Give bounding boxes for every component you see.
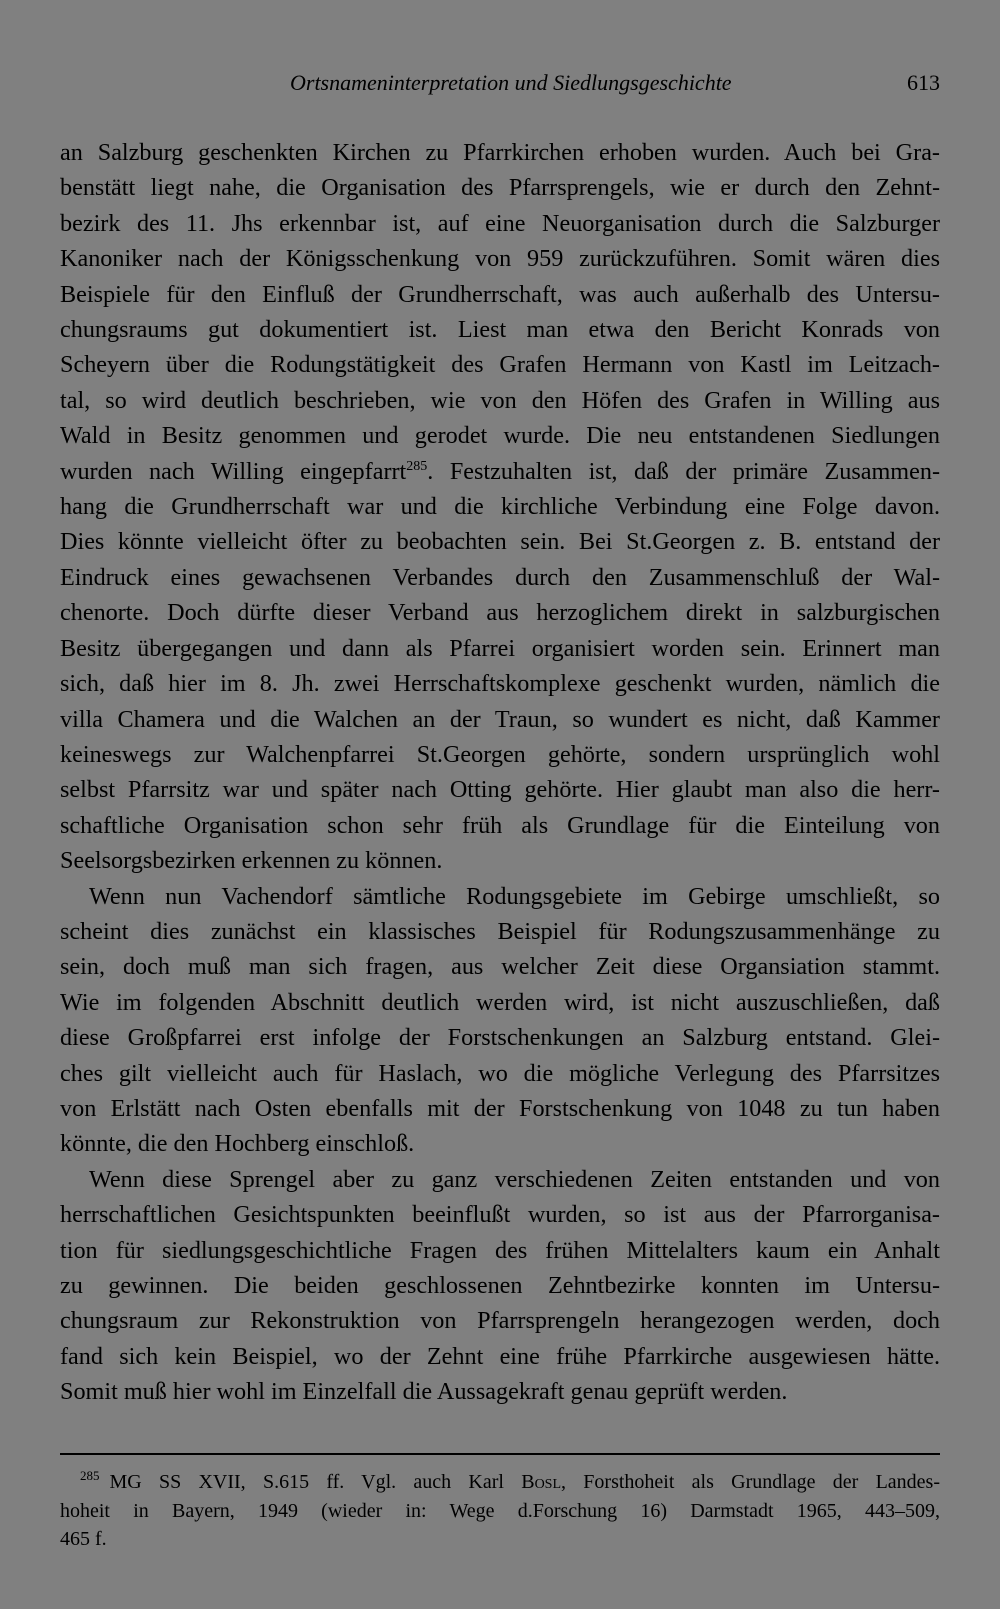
text-line: von Erlstätt nach Osten ebenfalls mit der Forstschenkung von 1048 zu tun haben	[60, 1094, 940, 1122]
text-segment: wurden nach Willing eingepfarrt	[60, 457, 407, 485]
text-line: hang die Grundherrschaft war und die kirchliche Verbindung eine Folge davon.	[60, 493, 940, 521]
text-line: Dies könnte vielleicht öfter zu beobachten sein. Bei St.Georgen z. B. entstand der	[60, 528, 940, 556]
text-line: Seelsorgsbezirken erkennen zu können.	[60, 847, 443, 875]
text-segment: . Festzuhalten ist, daß der primäre Zusammen-	[427, 457, 940, 485]
text-line: scheint dies zunächst ein klassisches Beispiel für Rodungszusammenhänge zu	[60, 917, 940, 945]
author-name: Bosl	[521, 1471, 562, 1493]
footnote-line: hoheit in Bayern, 1949 (wieder in: Wege d.Forschung 16) Darmstadt 1965, 443–509,	[60, 1499, 940, 1522]
text-line: chungsraums gut dokumentiert ist. Liest man etwa den Bericht Konrads von	[60, 316, 940, 344]
text-line: tion für siedlungsgeschichtliche Fragen des frühen Mittelalters kaum ein Anhalt	[60, 1236, 940, 1264]
text-line: diese Großpfarrei erst infolge der Forstschenkungen an Salzburg entstand. Glei-	[60, 1024, 940, 1052]
text-line: chenorte. Doch dürfte dieser Verband aus herzoglichem direkt in salzburgischen	[60, 599, 940, 627]
text-line: an Salzburg geschenkten Kirchen zu Pfarrkirchen erhoben wurden. Auch bei Gra-	[60, 139, 940, 166]
text-line: sein, doch muß man sich fragen, aus welcher Zeit diese Organsiation stammt.	[60, 953, 940, 981]
text-line: Somit muß hier wohl im Einzelfall die Aussagekraft genau geprüft werden.	[60, 1378, 788, 1406]
text-line: fand sich kein Beispiel, wo der Zehnt eine frühe Pfarrkirche ausgewiesen hätte.	[60, 1342, 940, 1370]
running-title: Ortsnameninterpretation und Siedlungsgeschichte	[290, 70, 732, 95]
text-line: selbst Pfarrsitz war und später nach Otting gehörte. Hier glaubt man also die herr-	[60, 776, 940, 804]
text-segment: , Forsthoheit als Grundlage der Landes-	[561, 1471, 940, 1493]
footnote-number: 285	[80, 1468, 100, 1484]
text-line: chungsraum zur Rekonstruktion von Pfarrsprengeln herangezogen werden, doch	[60, 1307, 940, 1335]
page-header	[60, 70, 940, 106]
text-line: tal, so wird deutlich beschrieben, wie von den Höfen des Grafen in Willing aus	[60, 386, 940, 414]
text-line: Wenn diese Sprengel aber zu ganz verschiedenen Zeiten entstanden und von	[89, 1165, 940, 1193]
footnote-separator	[60, 1453, 940, 1455]
footnote-line: 465 f.	[60, 1528, 107, 1550]
text-segment: MG SS XVII, S.615 ff. Vgl. auch Karl	[109, 1471, 522, 1493]
text-line: Wald in Besitz genommen und gerodet wurde. Die neu entstandenen Siedlungen	[60, 422, 940, 450]
body-text	[60, 135, 940, 1410]
text-line: Beispiele für den Einfluß der Grundherrschaft, was auch außerhalb des Untersu-	[60, 280, 940, 308]
text-line: Eindruck eines gewachsenen Verbandes durch den Zusammenschluß der Wal-	[60, 563, 940, 591]
text-line-with-footnote	[60, 454, 940, 489]
paragraph-2	[60, 879, 940, 1162]
footnote-reference[interactable]: 285	[406, 458, 428, 474]
paragraph-3	[60, 1162, 940, 1410]
text-line: villa Chamera und die Walchen an der Traun, so wundert es nicht, daß Kammer	[60, 705, 940, 733]
text-line: keineswegs zur Walchenpfarrei St.Georgen gehörte, sondern ursprünglich wohl	[60, 740, 940, 768]
footnote-line	[60, 1468, 940, 1497]
text-line: Wenn nun Vachendorf sämtliche Rodungsgebiete im Gebirge umschließt, so	[89, 882, 940, 910]
text-line: bezirk des 11. Jhs erkennbar ist, auf eine Neuorganisation durch die Salzburger	[60, 209, 940, 237]
text-line: Besitz übergegangen und dann als Pfarrei organisiert worden sein. Erinnert man	[60, 634, 940, 662]
text-line: Scheyern über die Rodungstätigkeit des Grafen Hermann von Kastl im Leitzach-	[60, 351, 940, 379]
text-line: herrschaftlichen Gesichtspunkten beeinflußt wurden, so ist aus der Pfarrorganisa-	[60, 1201, 940, 1229]
text-line: schaftliche Organisation schon sehr früh als Grundlage für die Einteilung von	[60, 811, 940, 839]
text-line: ches gilt vielleicht auch für Haslach, wo die mögliche Verlegung des Pfarrsitzes	[60, 1059, 940, 1087]
text-line: könnte, die den Hochberg einschloß.	[60, 1130, 415, 1158]
text-line: Wie im folgenden Abschnitt deutlich werden wird, ist nicht auszuschließen, daß	[60, 988, 940, 1016]
text-line: Kanoniker nach der Königsschenkung von 959 zurückzuführen. Somit wären dies	[60, 245, 940, 273]
page-number: 613	[907, 70, 940, 95]
footnote	[60, 1468, 940, 1554]
text-line: zu gewinnen. Die beiden geschlossenen Zehntbezirke konnten im Untersu-	[60, 1272, 940, 1299]
paragraph-1	[60, 135, 940, 879]
text-line: sich, daß hier im 8. Jh. zwei Herrschaftskomplexe geschenkt wurden, nämlich die	[60, 670, 940, 698]
text-line: benstätt liegt nahe, die Organisation des Pfarrsprengels, wie er durch den Zehnt-	[60, 174, 940, 202]
